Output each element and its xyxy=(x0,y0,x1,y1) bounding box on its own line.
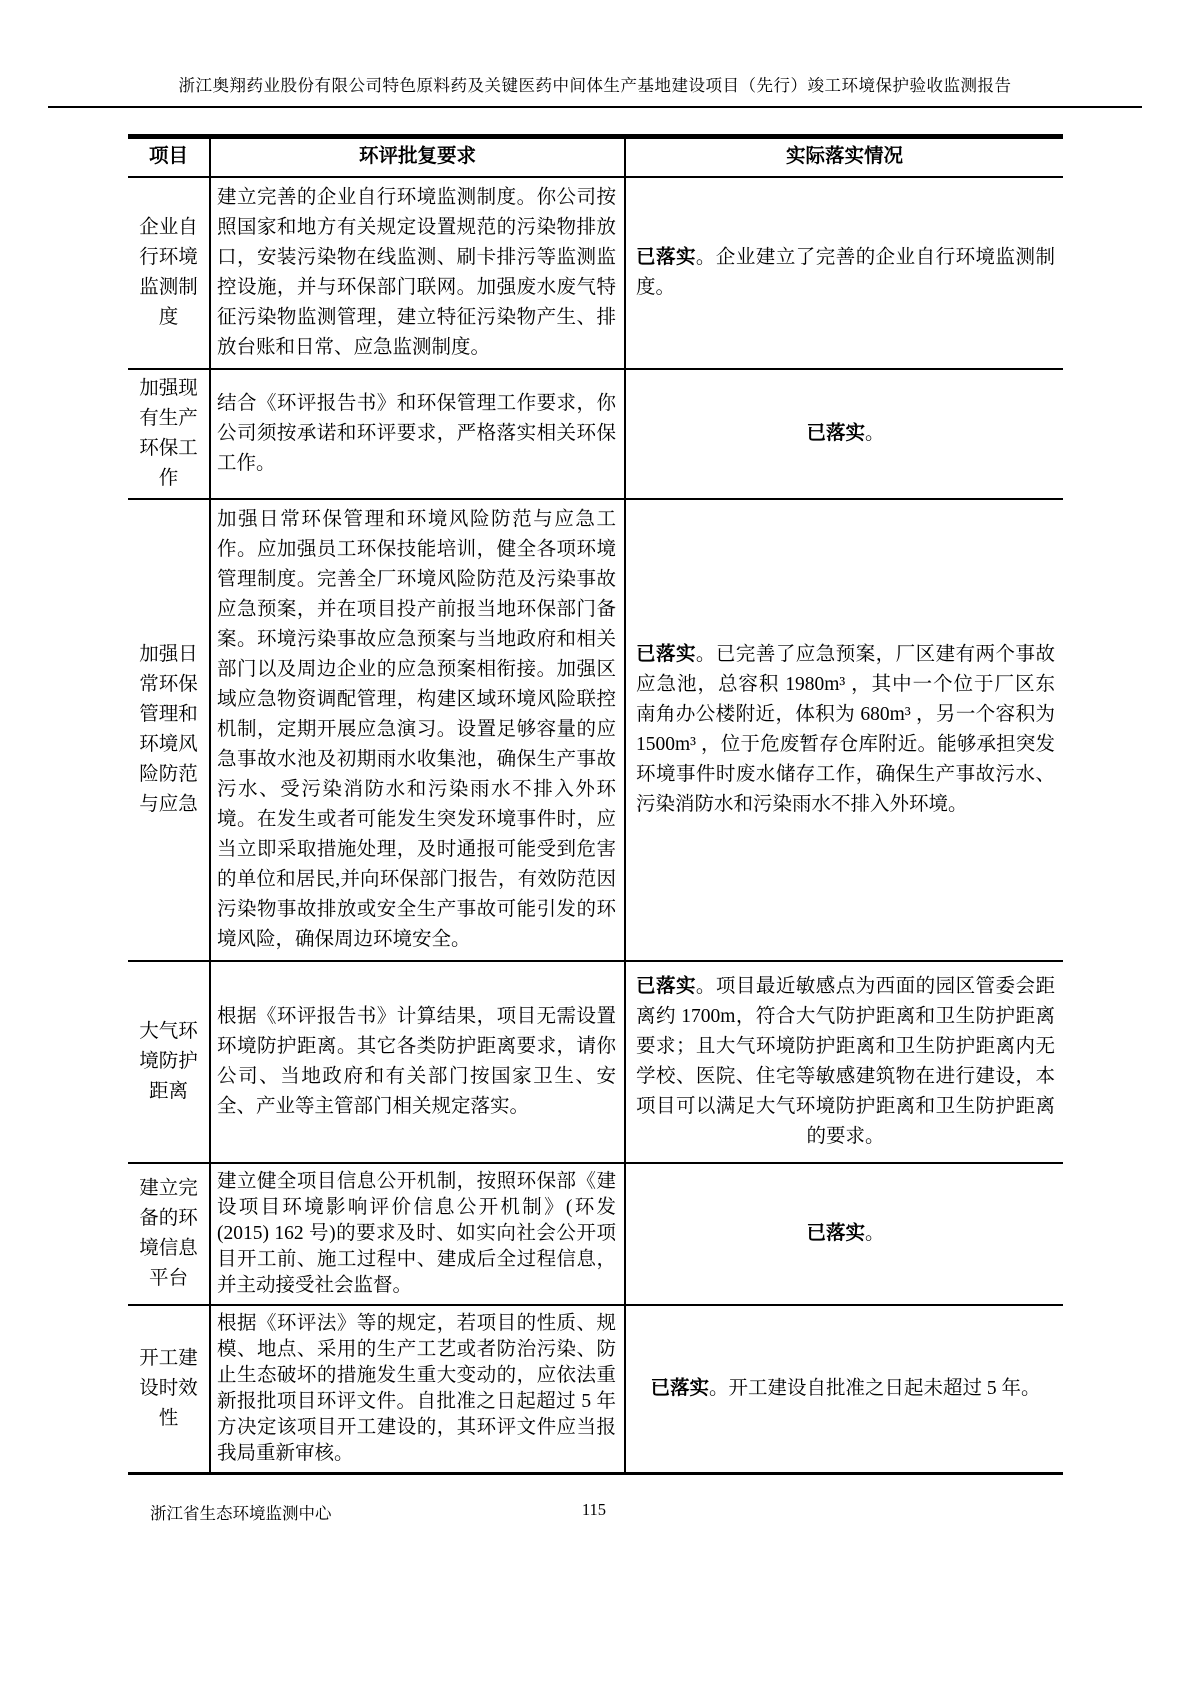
item-cell: 开工建设时效性 xyxy=(128,1305,210,1474)
column-header-requirement: 环评批复要求 xyxy=(210,137,625,177)
item-cell: 建立完备的环境信息平台 xyxy=(128,1163,210,1305)
document-title: 浙江奥翔药业股份有限公司特色原料药及关键医药中间体生产基地建设项目（先行）竣工环境保护验收监测报告 xyxy=(178,76,1012,95)
status-cell xyxy=(625,177,1063,369)
table-row xyxy=(128,961,1063,1163)
status-text: 。已完善了应急预案，厂区建有两个事故应急池，总容积 1980m³ ，其中一个位于厂区东南角办公楼附近，体积为 680m³ ，另一个容积为 1500m³ ，位于危废暂存仓库附近。能够承担突发环境事件时废水储存工作，确保生产事故污水、污染消防水和污染雨水不排入外环境。 xyxy=(636,643,1055,815)
status-label: 已落实 xyxy=(636,246,696,268)
requirement-cell: 建立完善的企业自行环境监测制度。你公司按照国家和地方有关规定设置规范的污染物排放口，安装污染物在线监测、刷卡排污等监测监控设施，并与环保部门联网。加强废水废气特征污染物监测管理，建立特征污染物产生、排放台账和日常、应急监测制度。 xyxy=(210,177,625,369)
status-label: 已落实 xyxy=(636,643,696,665)
requirement-cell: 根据《环评报告书》计算结果，项目无需设置环境防护距离。其它各类防护距离要求，请你公司、当地政府和有关部门按国家卫生、安全、产业等主管部门相关规定落实。 xyxy=(210,961,625,1163)
table-row xyxy=(128,1163,1063,1305)
approval-requirements-table xyxy=(128,134,1063,1475)
status-text: 。 xyxy=(865,1222,885,1244)
footer-organization: 浙江省生态环境监测中心 xyxy=(150,1504,332,1523)
status-cell xyxy=(625,369,1063,499)
requirement-cell: 加强日常环保管理和环境风险防范与应急工作。应加强员工环保技能培训，健全各项环境管理制度。完善全厂环境风险防范及污染事故应急预案，并在项目投产前报当地环保部门备案。环境污染事故应急预案与当地政府和相关部门以及周边企业的应急预案相衔接。加强区域应急物资调配管理，构建区域环境风险联控机制，定期开展应急演习。设置足够容量的应急事故水池及初期雨水收集池，确保生产事故污水、受污染消防水和污染雨水不排入外环境。在发生或者可能发生突发环境事件时，应当立即采取措施处理，及时通报可能受到危害的单位和居民,并向环保部门报告，有效防范因污染物事故排放或安全生产事故可能引发的环境风险，确保周边环境安全。 xyxy=(210,499,625,961)
status-cell xyxy=(625,961,1063,1163)
status-label: 已落实 xyxy=(650,1377,709,1399)
status-label: 已落实 xyxy=(806,1222,865,1244)
item-cell: 大气环境防护距离 xyxy=(128,961,210,1163)
item-cell: 加强日常环保管理和环境风险防范与应急 xyxy=(128,499,210,961)
requirement-cell: 根据《环评法》等的规定，若项目的性质、规模、地点、采用的生产工艺或者防治污染、防止生态破坏的措施发生重大变动的，应依法重新报批项目环评文件。自批准之日起超过 5 年方决定该项目开工建设的，其环评文件应当报我局重新审核。 xyxy=(210,1305,625,1474)
status-label: 已落实 xyxy=(806,422,865,444)
page-number: 115 xyxy=(581,1500,607,1519)
status-text: 。项目最近敏感点为西面的园区管委会距离约 1700m，符合大气防护距离和卫生防护距离要求；且大气环境防护距离和卫生防护距离内无学校、医院、住宅等敏感建筑物在进行建设，本项目可以满足大气环境防护距离和卫生防护距离的要求。 xyxy=(636,975,1055,1147)
table-header-row xyxy=(128,137,1063,177)
column-header-item: 项目 xyxy=(128,137,210,177)
requirement-cell: 结合《环评报告书》和环保管理工作要求，你公司须按承诺和环评要求，严格落实相关环保工作。 xyxy=(210,369,625,499)
status-cell xyxy=(625,1305,1063,1474)
requirement-cell: 建立健全项目信息公开机制，按照环保部《建设项目环境影响评价信息公开机制》(环发 (2015) 162 号)的要求及时、如实向社会公开项目开工前、施工过程中、建成后全过程信息，并主动接受社会监督。 xyxy=(210,1163,625,1305)
status-text: 。 xyxy=(865,422,885,444)
table-row xyxy=(128,369,1063,499)
status-label: 已落实 xyxy=(636,975,696,997)
item-cell: 加强现有生产环保工作 xyxy=(128,369,210,499)
column-header-status: 实际落实情况 xyxy=(625,137,1063,177)
table-row xyxy=(128,177,1063,369)
item-cell: 企业自行环境监测制度 xyxy=(128,177,210,369)
status-text: 。开工建设自批准之日起未超过 5 年。 xyxy=(709,1377,1041,1399)
status-cell xyxy=(625,1163,1063,1305)
table-row xyxy=(128,499,1063,961)
status-cell xyxy=(625,499,1063,961)
status-text: 。企业建立了完善的企业自行环境监测制度。 xyxy=(636,246,1055,298)
page-footer xyxy=(48,1500,1140,1523)
table-row xyxy=(128,1305,1063,1474)
page-header xyxy=(48,0,1142,108)
